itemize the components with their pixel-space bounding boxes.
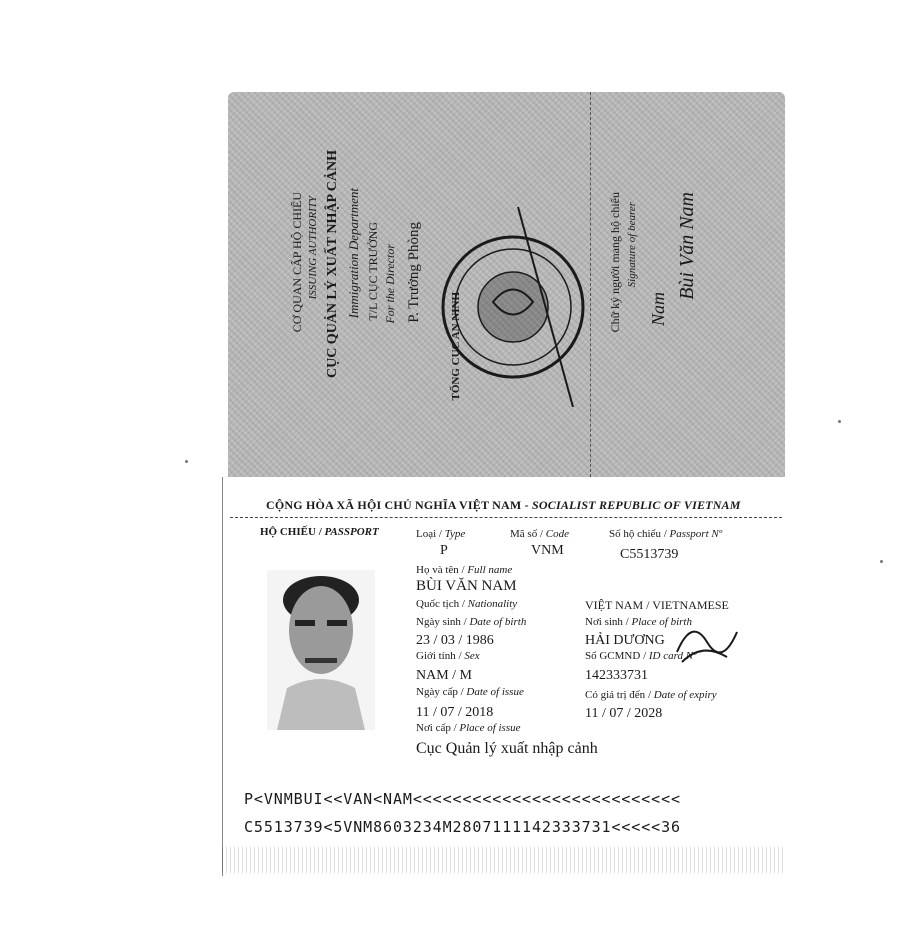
issue-label: Ngày cấp / Date of issue	[416, 686, 524, 698]
place-of-issue-value: Cục Quản lý xuất nhập cảnh	[416, 740, 598, 757]
passport-no-value: C5513739	[620, 547, 679, 562]
holder-signature-label-vn: Chữ ký người mang hộ chiếu	[608, 192, 622, 333]
id-label-vn: Số GCMND	[585, 650, 641, 662]
country-separator: -	[521, 498, 532, 512]
sex-label-vn: Giới tính	[416, 650, 456, 662]
nationality-label-en: Nationality	[467, 598, 518, 610]
id-value: 142333731	[585, 668, 648, 683]
issue-date-value: 11 / 07 / 2018	[416, 705, 494, 720]
pob-label-en: Place of birth	[631, 616, 692, 628]
name-label: Họ và tên / Full name	[416, 564, 513, 576]
passport-no-label: Số hộ chiếu / Passport Nº	[609, 528, 723, 540]
nationality-label-vn: Quốc tịch	[416, 598, 460, 610]
department-en: Immigration Department	[346, 188, 361, 319]
scan-speck	[838, 420, 841, 423]
authority-en: ISSUING AUTHORITY	[307, 196, 319, 300]
dob-label-vn: Ngày sinh	[416, 616, 461, 628]
expiry-label: Có giá trị đến / Date of expiry	[585, 689, 717, 701]
doc-label-vn: HỘ CHIẾU	[260, 526, 316, 538]
scan-speck	[185, 460, 188, 463]
portrait-image	[267, 570, 375, 730]
doc-label-en: PASSPORT	[324, 526, 379, 538]
doc-label: HỘ CHIẾU / PASSPORT	[260, 526, 379, 538]
code-label: Mã số / Code	[510, 528, 569, 540]
holder-signature-label-en: Signature of bearer	[626, 202, 638, 288]
type-label: Loại / Type	[416, 528, 466, 540]
type-value: P	[440, 543, 448, 558]
holder-photo	[267, 570, 375, 730]
stamp-text: TỔNG CỤC AN NINH	[450, 292, 462, 401]
sex-label: Giới tính / Sex	[416, 650, 480, 662]
expiry-label-vn: Có giá trị đến	[585, 689, 646, 701]
scan-speck	[880, 560, 883, 563]
code-value: VNM	[531, 543, 564, 558]
type-label-vn: Loại	[416, 528, 437, 540]
country-header	[266, 498, 741, 513]
type-label-en: Type	[444, 528, 466, 540]
passport-scan	[222, 92, 785, 876]
officer-signature	[672, 612, 742, 672]
country-name-en: SOCIALIST REPUBLIC OF VIETNAM	[532, 498, 741, 512]
passport-no-label-en: Passport Nº	[669, 528, 723, 540]
holder-signature-mark: Nam	[648, 292, 668, 327]
sex-label-en: Sex	[464, 650, 480, 662]
mrz-line-2: C5513739<5VNM8603234M2807111142333731<<<<<36	[244, 818, 681, 836]
name-label-en: Full name	[467, 564, 513, 576]
dob-value: 23 / 03 / 1986	[416, 633, 494, 648]
issue-label-vn: Ngày cấp	[416, 686, 458, 698]
nationality-value: VIỆT NAM / VIETNAMESE	[585, 598, 729, 612]
pob-label: Nơi sinh / Place of birth	[585, 616, 692, 628]
sex-value: NAM / M	[416, 668, 473, 683]
id-label: Số GCMND / ID card Nº	[585, 650, 697, 662]
country-name-vn: CỘNG HÒA XÃ HỘI CHỦ NGHĨA VIỆT NAM	[266, 498, 522, 512]
id-label-en: ID card Nº	[648, 650, 697, 662]
officer-title: P. Trưởng Phòng	[406, 222, 422, 323]
code-label-en: Code	[545, 528, 569, 540]
nationality-label: Quốc tịch / Nationality	[416, 598, 518, 610]
expiry-label-en: Date of expiry	[653, 689, 717, 701]
holder-signature-name: Bùi Văn Nam	[676, 192, 698, 300]
expiry-date-value: 11 / 07 / 2028	[585, 706, 663, 721]
name-label-vn: Họ và tên	[416, 564, 459, 576]
director-en: For the Director	[383, 244, 397, 324]
place-of-issue-label: Nơi cấp / Place of issue	[416, 722, 521, 734]
pob-label-vn: Nơi sinh	[585, 616, 623, 628]
name-value: BÙI VĂN NAM	[416, 578, 517, 594]
authority-vn: CƠ QUAN CẤP HỘ CHIẾU	[290, 192, 304, 333]
header-rule	[230, 517, 782, 518]
scan-noise-strip	[222, 847, 785, 873]
dob-label: Ngày sinh / Date of birth	[416, 616, 527, 628]
issue-label-en: Date of issue	[466, 686, 524, 698]
passport-no-label-vn: Số hộ chiếu	[609, 528, 661, 540]
pob-value: HẢI DƯƠNG	[585, 633, 665, 648]
passport-upper-page	[228, 92, 785, 477]
director-vn: T/L CỤC TRƯỞNG	[366, 222, 380, 321]
mrz-line-1: P<VNMBUI<<VAN<NAM<<<<<<<<<<<<<<<<<<<<<<<<<<<	[244, 790, 681, 808]
code-label-vn: Mã số	[510, 528, 538, 540]
dob-label-en: Date of birth	[469, 616, 527, 628]
department-vn: CỤC QUẢN LÝ XUẤT NHẬP CẢNH	[325, 150, 340, 379]
place-of-issue-label-vn: Nơi cấp	[416, 722, 451, 734]
place-of-issue-label-en: Place of issue	[459, 722, 521, 734]
